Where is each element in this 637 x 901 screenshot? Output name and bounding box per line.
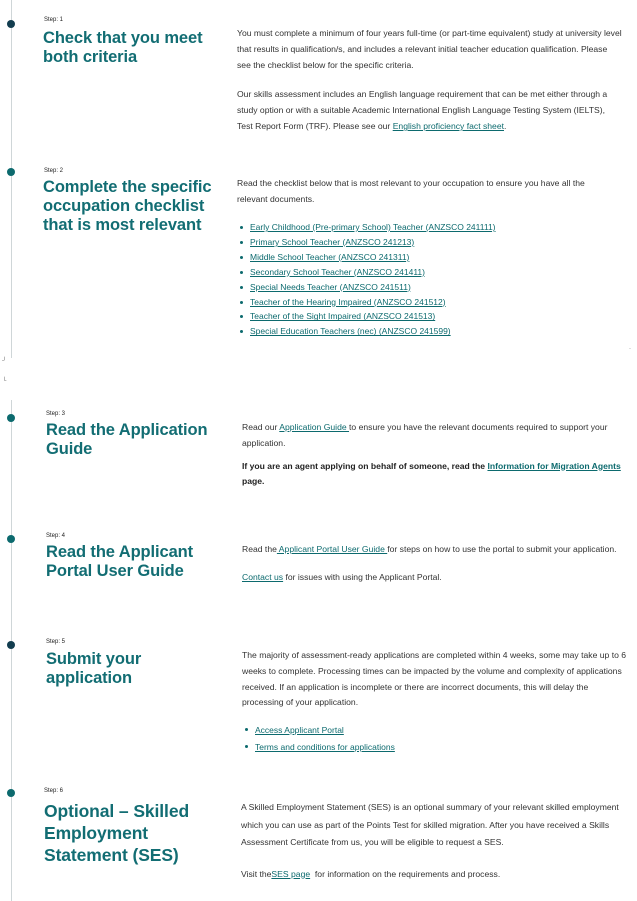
step-marker <box>7 641 15 649</box>
list-item <box>236 309 626 324</box>
paragraph-text: If you are an agent applying on behalf of someone, read the <box>242 460 488 471</box>
step-title: Optional – Skilled Employment Statement (SES) <box>44 801 190 865</box>
list-item <box>236 220 626 235</box>
step-marker <box>7 789 15 797</box>
step-title: Complete the specific occupation checklist that is most relevant <box>43 178 212 234</box>
list-item <box>236 235 626 250</box>
paragraph-text: . <box>504 120 507 131</box>
list-item <box>236 250 626 265</box>
step-marker <box>7 414 15 422</box>
step-label: Step: 6 <box>44 788 64 794</box>
checklist-link[interactable]: Early Childhood (Pre-primary School) Teacher (ANZSCO 241111) <box>250 222 496 232</box>
paragraph <box>237 87 622 134</box>
step-marker <box>7 535 15 543</box>
occupation-checklist <box>236 220 626 339</box>
page-break-mark: · <box>629 346 631 352</box>
english-proficiency-link[interactable]: English proficiency fact sheet <box>392 120 504 131</box>
paragraph <box>242 542 627 558</box>
step-label: Step: 3 <box>46 411 66 417</box>
list-item <box>241 739 626 756</box>
paragraph <box>241 866 621 884</box>
paragraph-text: Visit the <box>241 868 272 879</box>
list-item <box>236 295 626 310</box>
step-body <box>242 542 627 586</box>
page-break-mark: └ <box>2 378 7 384</box>
paragraph-text: for issues with using the Applicant Portal. <box>283 571 442 582</box>
step-label: Step: 5 <box>46 639 66 645</box>
step-body <box>242 420 627 490</box>
checklist-link[interactable]: Secondary School Teacher (ANZSCO 241411) <box>250 266 425 277</box>
checklist-link[interactable]: Middle School Teacher (ANZSCO 241311) <box>250 251 410 262</box>
paragraph: The majority of assessment-ready applications are completed within 4 weeks, some may take up to 6 weeks to complete. Processing times can be impacted by the volume and complexity of applications received. If an application is incomplete or there are incorrect documents, this will delay the processing of your application. <box>242 650 627 708</box>
portal-user-guide-link[interactable]: Applicant Portal User Guide <box>276 544 388 554</box>
step-title: Check that you meet both criteria <box>43 29 203 66</box>
step-body <box>241 799 621 883</box>
checklist-link[interactable]: Primary School Teacher (ANZSCO 241213) <box>250 236 415 247</box>
step-body <box>237 26 622 135</box>
checklist-link[interactable]: Special Needs Teacher (ANZSCO 241511) <box>250 281 411 292</box>
checklist-link[interactable]: Teacher of the Sight Impaired (ANZSCO 241513) <box>250 311 436 322</box>
paragraph <box>242 459 627 491</box>
list-item <box>241 722 626 739</box>
paragraph: A Skilled Employment Statement (SES) is an optional summary of your relevant skilled employment which you can use as part of the Points Test for skilled migration. After you have received a Skills Assessment Certificate from us, you will be eligible to request a SES. <box>241 802 619 847</box>
paragraph-text: to ensure you have the relevant documents required to support your application. <box>242 422 608 448</box>
paragraph-text: for steps on how to use the portal to submit your application. <box>387 544 617 554</box>
access-portal-link[interactable]: Access Applicant Portal <box>255 725 344 735</box>
migration-agents-link[interactable]: Information for Migration Agents <box>487 460 621 471</box>
terms-conditions-link[interactable]: Terms and conditions for applications <box>255 741 395 752</box>
ses-page-link[interactable]: SES page <box>271 868 311 879</box>
step-body <box>237 176 617 208</box>
paragraph: You must complete a minimum of four years full-time (or part-time equivalent) study at university level that results in qualification/s, and includes a relevant initial teacher education qualification. Please see the checklist below for the specific criteria. <box>237 28 622 70</box>
paragraph-text: Read our <box>242 422 280 432</box>
paragraph-text: Our skills assessment includes an English language requirement that can be met either through a study option or with a suitable Academic International English Language Testing System (IELTS), Test Report Form (TRF). Please see our <box>237 89 608 131</box>
paragraph <box>242 570 627 586</box>
step-title: Submit your application <box>46 650 142 687</box>
step-label: Step: 1 <box>44 17 64 23</box>
paragraph: Read the checklist below that is most relevant to your occupation to ensure you have all the relevant documents. <box>237 178 585 204</box>
checklist-link[interactable]: Teacher of the Hearing Impaired (ANZSCO 241512) <box>250 296 446 307</box>
step-label: Step: 4 <box>46 533 66 539</box>
step-marker <box>7 168 15 176</box>
timeline-rail <box>11 400 12 901</box>
application-guide-link[interactable]: Application Guide <box>279 422 350 432</box>
submit-links-list <box>241 722 626 755</box>
checklist-link[interactable]: Special Education Teachers (nec) (ANZSCO 241599) <box>250 326 451 337</box>
step-title: Read the Applicant Portal User Guide <box>46 543 194 580</box>
step-title: Read the Application Guide <box>46 421 208 458</box>
list-item <box>236 324 626 339</box>
paragraph-text: for information on the requirements and process. <box>310 868 501 879</box>
contact-us-link[interactable]: Contact us <box>242 571 284 582</box>
paragraph <box>242 420 627 452</box>
step-body <box>242 648 627 711</box>
timeline-rail <box>11 0 12 358</box>
paragraph-text: Read the <box>242 544 277 554</box>
page-break-mark: ┘ <box>2 358 7 364</box>
paragraph-text: page. <box>242 476 265 487</box>
list-item <box>236 265 626 280</box>
list-item <box>236 280 626 295</box>
step-marker <box>7 20 15 28</box>
step-label: Step: 2 <box>44 168 64 174</box>
